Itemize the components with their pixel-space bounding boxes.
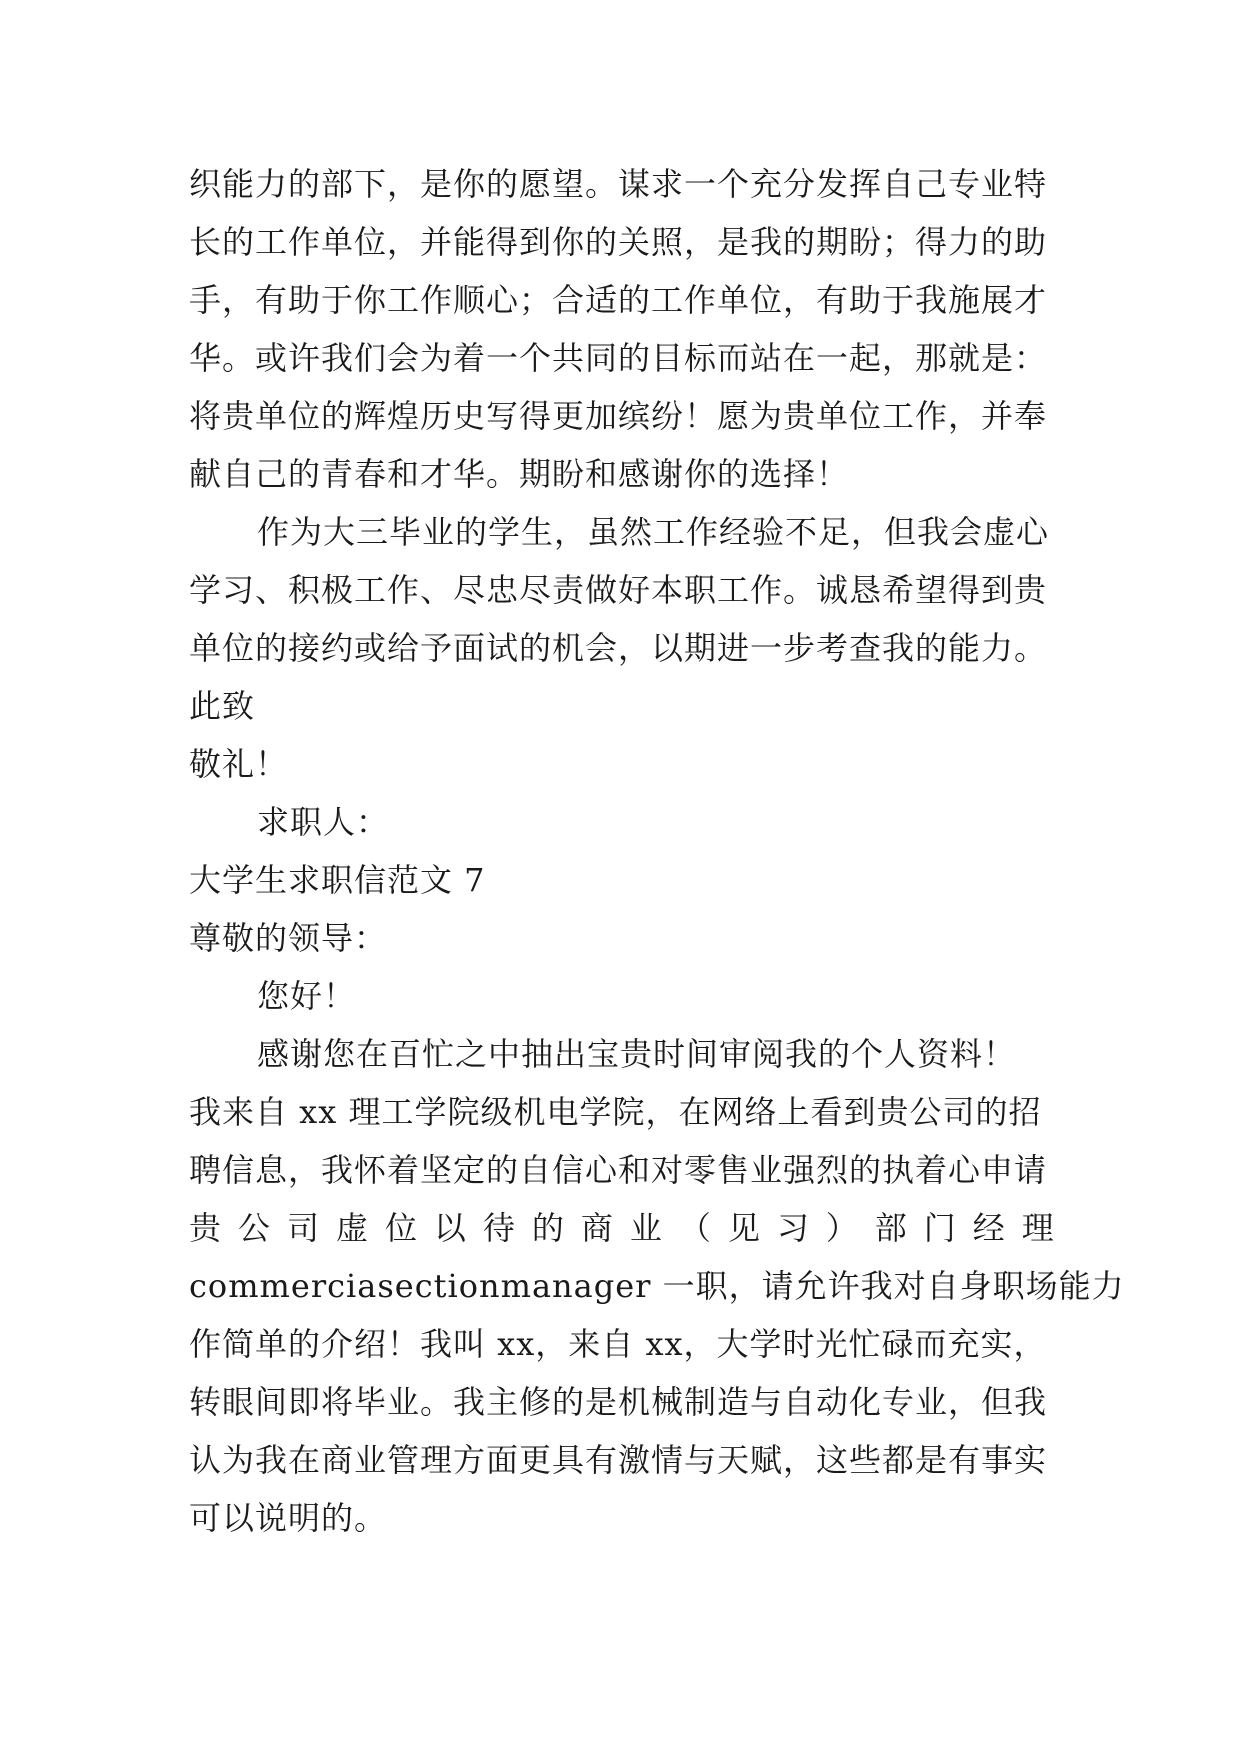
spaced-char: 司 [286,1209,320,1247]
spaced-char: 的 [531,1209,565,1247]
spaced-char: 位 [384,1209,418,1247]
spaced-char: 理 [1021,1209,1055,1247]
paragraph-line: 华。或许我们会为着一个共同的目标而站在一起，那就是： [189,339,1048,377]
paragraph-line: 聘信息，我怀着坚定的自信心和对零售业强烈的执着心申请 [189,1151,1048,1189]
paragraph-line: 作为大三毕业的学生，虽然工作经验不足，但我会虚心 [257,513,1050,551]
paragraph-line: 手，有助于你工作顺心；合适的工作单位，有助于我施展才 [189,281,1048,319]
greeting: 尊敬的领导： [189,919,388,957]
section-heading: 大学生求职信范文 7 [189,861,486,899]
paragraph-line: commerciasectionmanager 一职，请允许我对自身职场能力 [189,1267,1125,1305]
spaced-char: 商 [580,1209,614,1247]
spaced-char: 见 [727,1209,761,1247]
paragraph-line: 单位的接约或给予面试的机会，以期进一步考查我的能力。 [189,629,1048,667]
spaced-char: 虚 [335,1209,369,1247]
paragraph-line: 献自己的青春和才华。期盼和感谢你的选择！ [189,455,850,493]
paragraph-line: 可以说明的。 [189,1499,388,1537]
spaced-char: 贵 [189,1209,223,1247]
signature-label: 求职人： [257,803,390,841]
spaced-char: 业 [629,1209,663,1247]
spaced-justified-line [189,1199,1055,1257]
paragraph-line: 认为我在商业管理方面更具有激情与天赋，这些都是有事实 [189,1441,1048,1479]
spaced-char: 门 [923,1209,957,1247]
paragraph-line: 转眼间即将毕业。我主修的是机械制造与自动化专业，但我 [189,1383,1048,1421]
paragraph-line: 我来自 xx 理工学院级机电学院，在网络上看到贵公司的招 [189,1093,1042,1131]
paragraph-line: 将贵单位的辉煌历史写得更加缤纷！愿为贵单位工作，并奉 [189,397,1048,435]
paragraph-line: 长的工作单位，并能得到你的关照，是我的期盼；得力的助 [189,223,1048,261]
spaced-char: 部 [874,1209,908,1247]
spaced-char: 公 [237,1209,271,1247]
spaced-char: 以 [433,1209,467,1247]
spaced-char: ） [825,1209,859,1247]
paragraph-line: 学习、积极工作、尽忠尽责做好本职工作。诚恳希望得到贵 [189,571,1048,609]
closing-salutation: 敬礼！ [189,745,289,783]
spaced-char: 习 [776,1209,810,1247]
paragraph-line: 感谢您在百忙之中抽出宝贵时间审阅我的个人资料！ [257,1035,1017,1073]
document-body [189,155,1125,1547]
greeting-hello: 您好！ [257,977,357,1015]
paragraph-line: 织能力的部下，是你的愿望。谋求一个充分发挥自己专业特 [189,165,1048,203]
spaced-char: 经 [972,1209,1006,1247]
spaced-char: （ [678,1209,712,1247]
spaced-char: 待 [482,1209,516,1247]
closing-phrase: 此致 [189,687,256,725]
paragraph-line: 作简单的介绍！我叫 xx，来自 xx，大学时光忙碌而充实， [189,1325,1047,1363]
